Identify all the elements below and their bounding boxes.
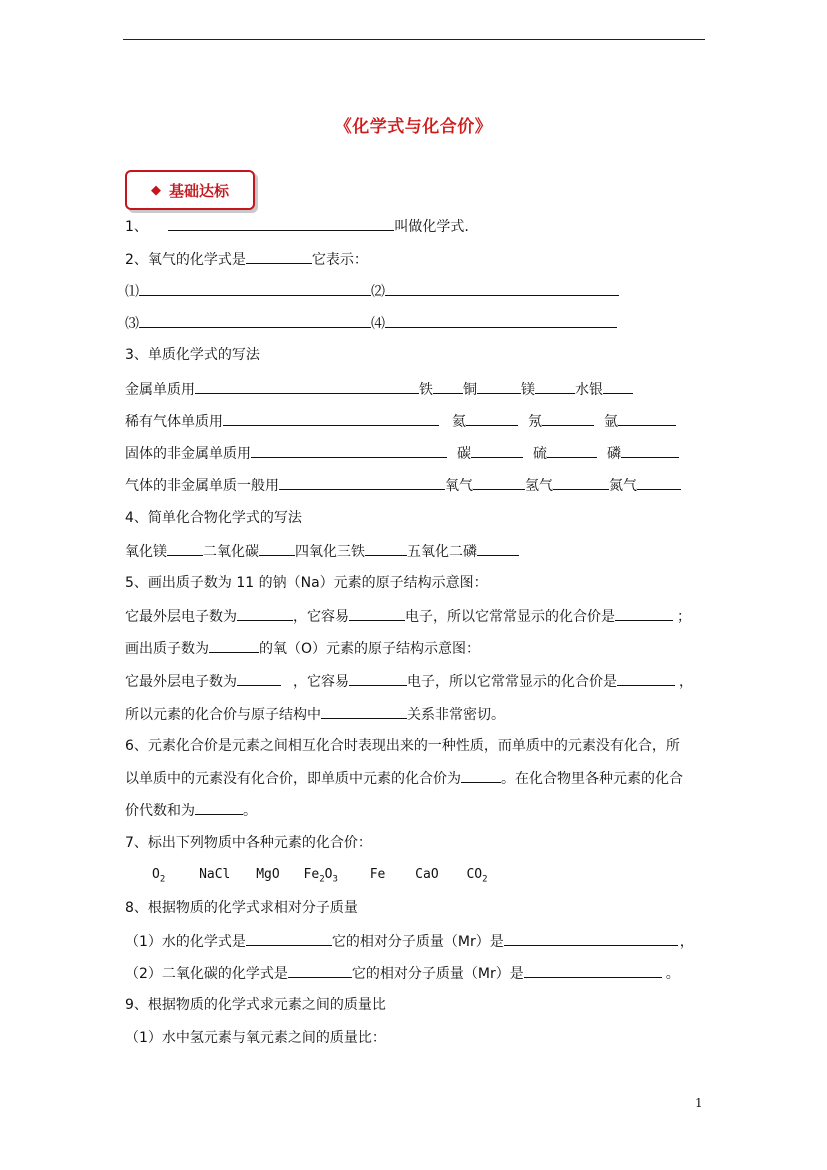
label: 它的相对分子质量（Mr）是	[331, 934, 504, 950]
blank[interactable]	[237, 671, 281, 686]
label: 氧化镁	[125, 544, 167, 560]
q2-text: 2、氧气的化学式是	[125, 252, 246, 268]
q2-line	[125, 249, 368, 269]
q4-line	[125, 541, 519, 561]
formula-cao: CaO	[415, 867, 439, 882]
q5-line-3	[125, 671, 693, 691]
formula-sub: 3	[332, 874, 338, 885]
blank[interactable]	[385, 313, 617, 328]
formula-row	[152, 866, 488, 889]
blank[interactable]	[547, 443, 597, 458]
q4-heading: 4、简单化合物化学式的写法	[125, 510, 302, 526]
label: 二氧化碳	[203, 544, 259, 560]
q5-line-1	[125, 606, 691, 626]
q3-solid-line	[125, 443, 679, 463]
q8-line-1	[125, 931, 694, 951]
blank[interactable]	[195, 379, 419, 394]
label: 画出质子数为	[125, 641, 209, 657]
blank[interactable]	[139, 313, 371, 328]
label: 以单质中的元素没有化合价，即单质中元素的化合价为	[125, 771, 461, 787]
formula-sub: 2	[319, 874, 325, 885]
blank[interactable]	[168, 216, 394, 231]
q6-line-2	[125, 768, 683, 788]
item-marker: ⑶	[125, 316, 139, 332]
q2-text-b: 它表示：	[311, 252, 368, 268]
label: ，	[679, 934, 694, 950]
label: 氧气	[445, 478, 473, 494]
label: 硫	[533, 446, 547, 462]
label: 铜	[463, 382, 477, 398]
label: 关系非常密切。	[407, 707, 505, 723]
q3-gas-line	[125, 475, 681, 495]
q8-heading: 8、根据物质的化学式求相对分子质量	[125, 900, 358, 916]
label: 稀有气体单质用	[125, 414, 223, 430]
q6-line-3	[125, 800, 257, 820]
label: 价代数和为	[125, 803, 195, 819]
page-title: 《化学式与化合价》	[334, 117, 493, 137]
formula-fe: Fe	[369, 867, 386, 882]
label: 镁	[521, 382, 535, 398]
label: 电子，所以它常常显示的化合价是	[405, 609, 615, 625]
blank[interactable]	[321, 704, 407, 719]
formula-o2	[152, 867, 166, 885]
blank[interactable]	[637, 475, 681, 490]
blank[interactable]	[621, 443, 679, 458]
blank[interactable]	[223, 411, 439, 426]
label: （2）二氧化碳的化学式是	[125, 966, 288, 982]
blank[interactable]	[259, 541, 295, 556]
section-label: 基础达标	[168, 181, 229, 200]
q3-metal-line	[125, 379, 633, 399]
item-marker: ⑵	[371, 284, 385, 300]
blank[interactable]	[433, 379, 463, 394]
blank[interactable]	[473, 475, 525, 490]
label: 铁	[419, 382, 433, 398]
q7-heading: 7、标出下列物质中各种元素的化合价：	[125, 835, 372, 851]
formula-text: O	[152, 867, 160, 882]
label: 氦	[452, 414, 466, 430]
label: 。	[665, 966, 680, 982]
blank[interactable]	[477, 379, 521, 394]
formula-fe2o3	[303, 867, 338, 885]
label: 氖	[528, 414, 542, 430]
label: 它的相对分子质量（Mr）是	[351, 966, 524, 982]
label: ，它容易	[293, 674, 349, 690]
label: 氩	[604, 414, 618, 430]
q8-line-2	[125, 963, 680, 983]
blank[interactable]	[349, 606, 405, 621]
label: （1）水的化学式是	[125, 934, 246, 950]
label: 它最外层电子数为	[125, 674, 237, 690]
page-number: 1	[695, 1096, 703, 1110]
label: 金属单质用	[125, 382, 195, 398]
blank[interactable]	[535, 379, 575, 394]
formula-sub: 2	[159, 874, 166, 885]
q1-line	[125, 216, 469, 236]
formula-sub: 2	[482, 874, 488, 885]
blank[interactable]	[461, 768, 501, 783]
label: 磷	[607, 446, 621, 462]
blank[interactable]	[553, 475, 609, 490]
header-rule	[123, 39, 705, 40]
label: ；	[677, 609, 691, 625]
blank[interactable]	[209, 638, 259, 653]
blank[interactable]	[477, 541, 519, 556]
blank[interactable]	[349, 671, 407, 686]
blank[interactable]	[246, 931, 332, 946]
label: 碳	[457, 446, 471, 462]
q3-rare-line	[125, 411, 676, 431]
q3-heading: 3、单质化学式的写法	[125, 347, 260, 363]
blank[interactable]	[466, 411, 518, 426]
label: 。在化合物里各种元素的化合	[501, 771, 683, 787]
label: 。	[243, 803, 257, 819]
label: 电子，所以它常常显示的化合价是	[407, 674, 617, 690]
label: ，它容易	[293, 609, 349, 625]
blank[interactable]	[237, 606, 293, 621]
q5-heading: 5、画出质子数为 11 的钠（Na）元素的原子结构示意图：	[125, 575, 488, 591]
label: 的氧（O）元素的原子结构示意图：	[259, 641, 481, 657]
formula-mgo: MgO	[256, 867, 280, 882]
label: 水银	[575, 382, 603, 398]
formula-text: CO	[466, 867, 483, 882]
label: 五氧化二磷	[407, 544, 477, 560]
label: ，	[679, 674, 693, 690]
blank[interactable]	[139, 281, 371, 296]
blank[interactable]	[167, 541, 203, 556]
blank[interactable]	[251, 443, 447, 458]
blank[interactable]	[504, 931, 678, 946]
label: 气体的非金属单质一般用	[125, 478, 279, 494]
label: 固体的非金属单质用	[125, 446, 251, 462]
q2-sub-line-2	[125, 313, 617, 333]
blank[interactable]	[365, 541, 407, 556]
item-marker: ⑷	[371, 316, 385, 332]
blank[interactable]	[524, 963, 662, 978]
item-marker: ⑴	[125, 284, 139, 300]
label: 氮气	[609, 478, 637, 494]
label: 所以元素的化合价与原子结构中	[125, 707, 321, 723]
blank[interactable]	[618, 411, 676, 426]
q9-heading: 9、根据物质的化学式求元素之间的质量比	[125, 997, 386, 1013]
q1-text: 叫做化学式.	[394, 219, 469, 235]
q1-number: 1、	[125, 219, 148, 235]
blank[interactable]	[288, 963, 352, 978]
blank[interactable]	[603, 379, 633, 394]
label: 氢气	[525, 478, 553, 494]
section-badge	[125, 170, 255, 210]
blank[interactable]	[615, 606, 673, 621]
diamond-icon: ◆	[150, 182, 161, 198]
blank[interactable]	[617, 671, 675, 686]
formula-text: Fe	[303, 867, 320, 882]
formula-co2	[466, 867, 488, 885]
blank[interactable]	[279, 475, 445, 490]
q2-sub-line-1	[125, 281, 619, 301]
blank[interactable]	[385, 281, 619, 296]
blank[interactable]	[246, 249, 312, 264]
label: 它最外层电子数为	[125, 609, 237, 625]
formula-text: O	[324, 867, 333, 882]
label: 四氧化三铁	[295, 544, 365, 560]
q9-line-1: （1）水中氢元素与氧元素之间的质量比：	[125, 1030, 386, 1046]
formula-nacl: NaCl	[199, 867, 231, 882]
blank[interactable]	[195, 800, 243, 815]
blank[interactable]	[471, 443, 523, 458]
q6-line-1: 6、元素化合价是元素之间相互化合时表现出来的一种性质，而单质中的元素没有化合，所	[125, 738, 680, 754]
q5-line-4	[125, 704, 505, 724]
q5-line-2	[125, 638, 480, 658]
blank[interactable]	[542, 411, 594, 426]
